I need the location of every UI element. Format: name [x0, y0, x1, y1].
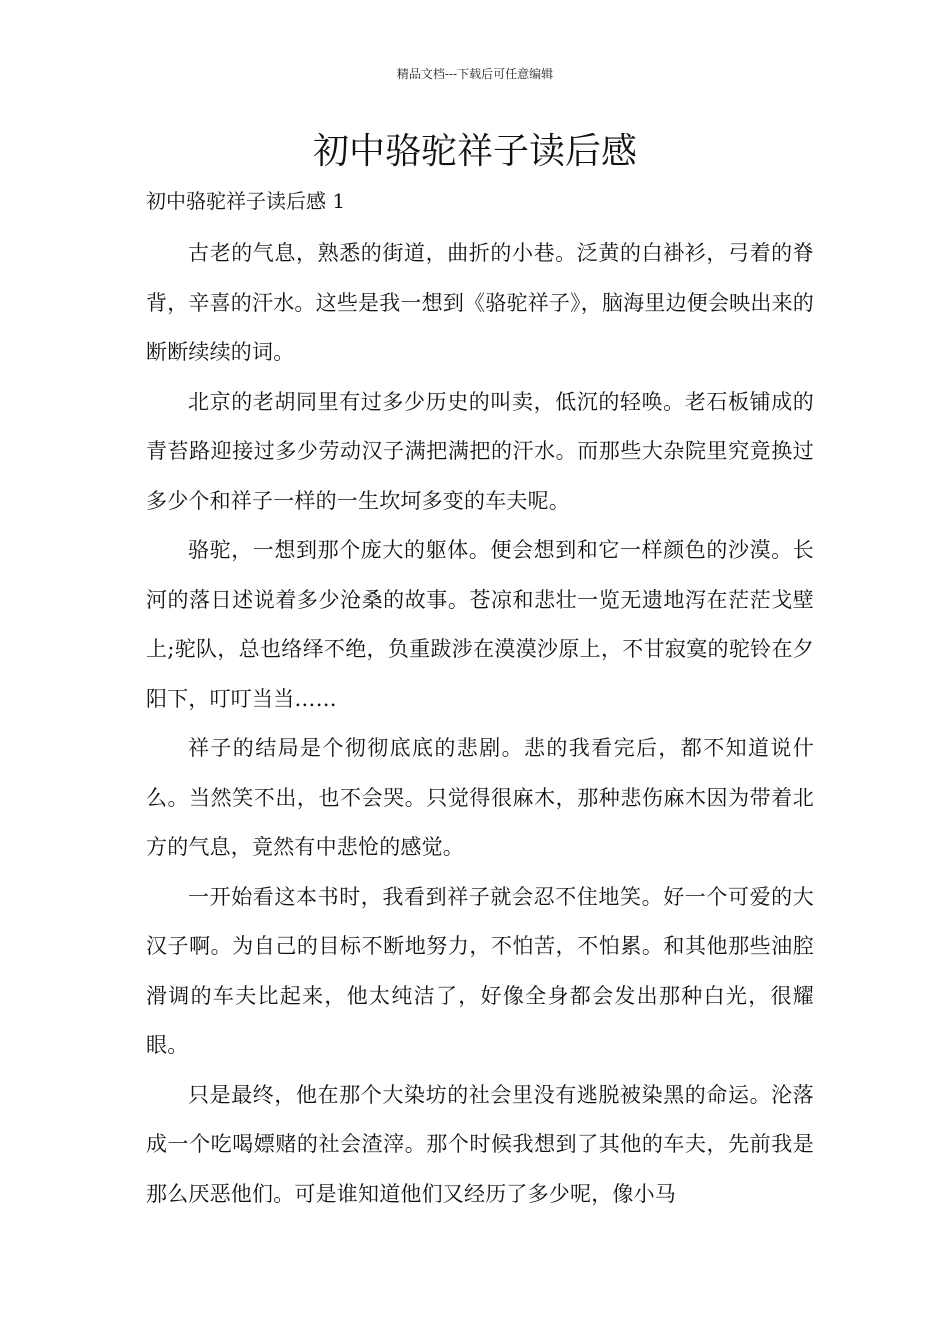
paragraph: 北京的老胡同里有过多少历史的叫卖，低沉的轻唤。老石板铺成的青苔路迎接过多少劳动汉子满把满把的汗水。而那些大杂院里究竟换过多少个和祥子一样的一生坎坷多变的车夫呢。 [146, 389, 814, 513]
paragraph: 一开始看这本书时，我看到祥子就会忍不住地笑。好一个可爱的大汉子啊。为自己的目标不断地努力，不怕苦，不怕累。和其他那些油腔滑调的车夫比起来，他太纯洁了，好像全身都会发出那种白光，很耀眼。 [146, 884, 814, 1057]
paragraph: 祥子的结局是个彻彻底底的悲剧。悲的我看完后，都不知道说什么。当然笑不出，也不会哭。只觉得很麻木，那种悲伤麻木因为带着北方的气息，竟然有中悲怆的感觉。 [146, 736, 814, 859]
body-text [146, 229, 814, 1219]
paragraph: 只是最终，他在那个大染坊的社会里没有逃脱被染黑的命运。沦落成一个吃喝嫖赌的社会渣滓。那个时候我想到了其他的车夫，先前我是那么厌恶他们。可是谁知道他们又经历了多少呢，像小马 [146, 1082, 814, 1206]
paragraph: 古老的气息，熟悉的街道，曲折的小巷。泛黄的白褂衫，弓着的脊背，辛喜的汗水。这些是我一想到《骆驼祥子》，脑海里边便会映出来的断断续续的词。 [146, 241, 814, 364]
header-note: 精品文档---下载后可任意编辑 [396, 67, 554, 81]
document-subtitle: 初中骆驼祥子读后感 1 [146, 189, 346, 213]
document-title: 初中骆驼祥子读后感 [312, 131, 637, 172]
paragraph: 骆驼，一想到那个庞大的躯体。便会想到和它一样颜色的沙漠。长河的落日述说着多少沧桑的故事。苍凉和悲壮一览无遗地泻在茫茫戈壁上;驼队，总也络绎不绝，负重跋涉在漠漠沙原上，不甘寂寞的驼铃在夕阳下，叮叮当当…… [146, 538, 814, 711]
